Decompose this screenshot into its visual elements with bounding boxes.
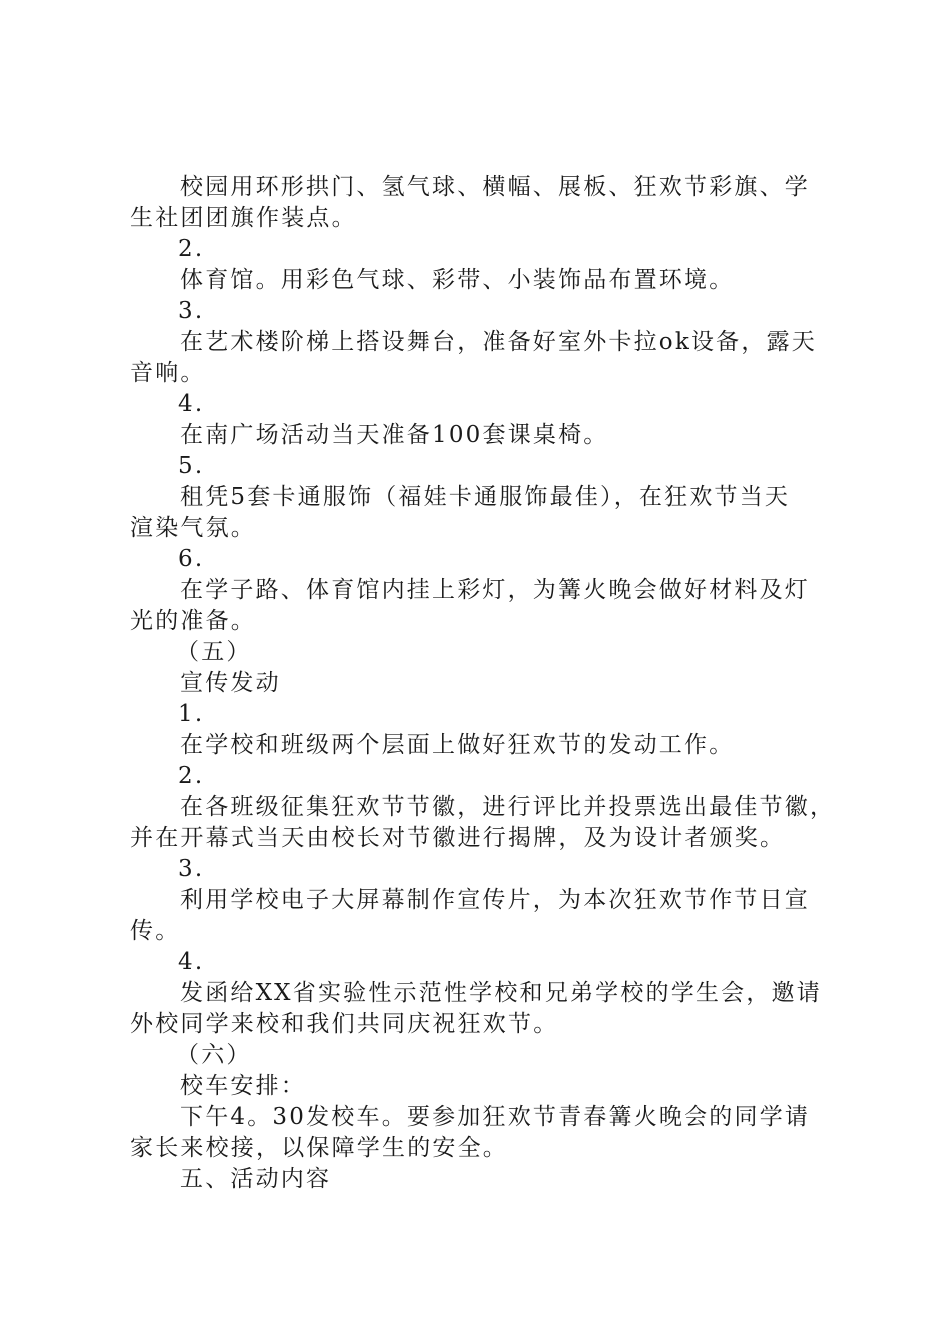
paragraph-line: 在南广场活动当天准备100套课桌椅。 <box>180 422 609 448</box>
paragraph-line: 在学子路、体育馆内挂上彩灯，为篝火晚会做好材料及灯 <box>180 577 810 603</box>
paragraph-line: 利用学校电子大屏幕制作宣传片，为本次狂欢节作节日宣 <box>180 887 810 913</box>
paragraph-line: 光的准备。 <box>130 608 256 634</box>
list-number: 3. <box>178 298 205 324</box>
list-number: 6. <box>178 546 205 572</box>
section-heading: 五、活动内容 <box>180 1166 332 1192</box>
paragraph-line: 生社团团旗作装点。 <box>130 205 357 231</box>
list-number: 4. <box>178 391 205 417</box>
list-number: 1. <box>178 701 205 727</box>
paragraph-line: 渲染气氛。 <box>130 515 256 541</box>
list-number: 4. <box>178 949 205 975</box>
paragraph-line: 校园用环形拱门、氢气球、横幅、展板、狂欢节彩旗、学 <box>180 174 810 200</box>
section-heading: 校车安排： <box>180 1073 306 1099</box>
paragraph-line: 在各班级征集狂欢节节徽，进行评比并投票选出最佳节徽， <box>180 794 836 820</box>
paragraph-line: 并在开幕式当天由校长对节徽进行揭牌，及为设计者颁奖。 <box>130 825 786 851</box>
paragraph-line: 音响。 <box>130 360 206 386</box>
paragraph-line: 在学校和班级两个层面上做好狂欢节的发动工作。 <box>180 732 735 758</box>
section-heading: 宣传发动 <box>180 670 281 696</box>
paragraph-line: 外校同学来校和我们共同庆祝狂欢节。 <box>130 1011 559 1037</box>
list-number: 5. <box>178 453 205 479</box>
list-number: 2. <box>178 763 205 789</box>
paragraph-line: 发函给XX省实验性示范性学校和兄弟学校的学生会，邀请 <box>180 980 822 1006</box>
section-number: （五） <box>176 639 252 665</box>
list-number: 2. <box>178 236 205 262</box>
document-body <box>130 172 834 1195</box>
paragraph-line: 租凭5套卡通服饰（福娃卡通服饰最佳），在狂欢节当天 <box>180 484 791 510</box>
section-number: （六） <box>176 1042 252 1068</box>
paragraph-line: 在艺术楼阶梯上搭设舞台，准备好室外卡拉ok设备，露天 <box>180 329 817 355</box>
paragraph-line: 下午4。30发校车。要参加狂欢节青春篝火晚会的同学请 <box>180 1104 811 1130</box>
paragraph-line: 体育馆。用彩色气球、彩带、小装饰品布置环境。 <box>180 267 735 293</box>
paragraph-line: 家长来校接，以保障学生的安全。 <box>130 1135 508 1161</box>
list-number: 3. <box>178 856 205 882</box>
paragraph-line: 传。 <box>130 918 181 944</box>
